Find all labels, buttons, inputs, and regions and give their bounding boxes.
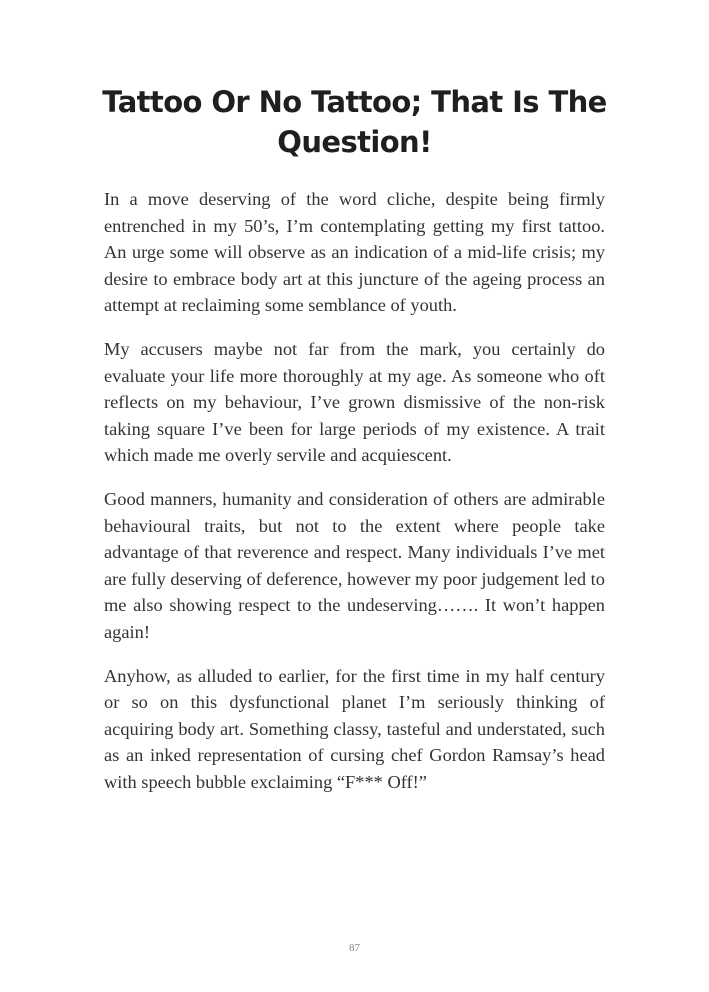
paragraph-4: Anyhow, as alluded to earlier, for the first time in my half century or so on this dysfunctional planet I’m seriously thinking of acquiring body art. Something classy, tasteful and understated, such as an inked representation of cursing chef Gordon Ramsay’s head with speech bubble exclaiming “F*** Off!”: [104, 665, 605, 792]
page-number: 87: [349, 942, 360, 954]
paragraph-2: My accusers maybe not far from the mark, you certainly do evaluate your life more thoroughly at my age. As someone who oft reflects on my behaviour, I’ve grown dismissive of the non-risk taking square I’ve been for large periods of my existence. A trait which made me overly servile and acquiescent.: [104, 338, 605, 466]
page-title: Tattoo Or No Tattoo; That Is The Question!: [102, 85, 607, 159]
paragraph-3: Good manners, humanity and consideration of others are admirable behavioural traits, but not to the extent where people take advantage of that reverence and respect. Many individuals I’ve met are fully deserving of deference, however my poor judgement led to me also showing respect to the undeserving……. It won’t happen again!: [104, 488, 605, 642]
body-text: [104, 186, 605, 812]
paragraph-1: In a move deserving of the word cliche, despite being firmly entrenched in my 50’s, I’m contemplating getting my first tattoo. An urge some will observe as an indication of a mid-life crisis; my desire to embrace body art at this juncture of the ageing process an attempt at reclaiming some semblance of youth.: [104, 189, 605, 316]
